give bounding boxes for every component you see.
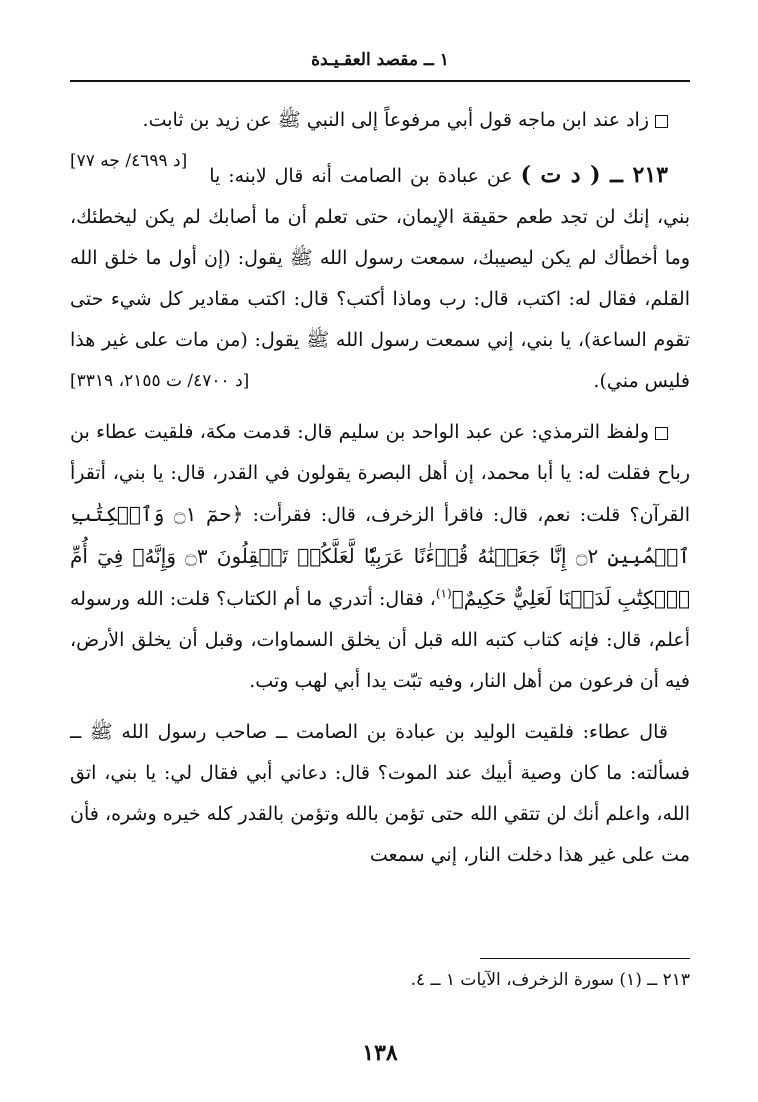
main-text xyxy=(70,100,690,876)
footnote-marker: (١) xyxy=(435,586,452,601)
square-bullet-icon xyxy=(655,427,668,440)
header-rule xyxy=(70,80,690,82)
reference: [د ٤٧٠٠/ ت ٢١٥٥، ٣٣١٩] xyxy=(70,371,250,391)
paragraph-tirmidhi xyxy=(70,412,690,702)
paragraph-ibn-majah xyxy=(70,100,690,171)
paragraph-text: عن عبادة بن الصامت أنه قال لابنه: يا بني، إنك لن تجد طعم حقيقة الإيمان، حتى تعلم أن ما أصابك لم يكن ليخطئك، وما أخطأك لم يكن ليصيبك، سمعت رسول الله ﷺ يقول: (إن أول ما خلق الله القلم، فقال له: اكتب، قال: رب وماذا أكتب؟ قال: اكتب مقادير كل شيء حتى تقوم الساعة)، يا بني، إني سمعت رسول الله ﷺ يقول: (من مات على غير هذا فليس مني). xyxy=(70,165,690,392)
footnote: ٢١٣ ــ (١) سورة الزخرف، الآيات ١ ــ ٤. xyxy=(410,970,690,990)
page-number: ١٣٨ xyxy=(362,1040,398,1066)
paragraph-ata xyxy=(70,712,690,876)
square-bullet-icon xyxy=(655,115,668,128)
paragraph-text-before-verse: ولفظ الترمذي: عن عبد الواحد بن سليم قال: قدمت مكة، فلقيت عطاء بن رباح فقلت له: يا أبا محمد، إن أهل البصرة يقولون في القدر، قال: يا بني، أتقرأ القرآن؟ قلت: نعم، قال: فاقرأ الزخرف، قال: فقرأت: xyxy=(70,421,690,526)
book-page xyxy=(70,0,690,1102)
quran-verse: ﴿حمٓ ۝١ وَٱلۡكِتَٰبِ ٱلۡمُبِينِ ۝٢ إِنَّا جَعَلۡنَٰهُ قُرۡءَٰنًا عَرَبِيّٗا لَّعَلَّكُمۡ تَعۡقِلُونَ ۝٣ وَإِنَّهُۥ فِيٓ أُمِّ ٱلۡكِتَٰبِ لَدَيۡنَا لَعَلِيٌّ حَكِيمٌ﴾ xyxy=(70,502,691,610)
hadith-213 xyxy=(70,155,690,402)
paragraph-text: قال عطاء: فلقيت الوليد بن عبادة بن الصامت ــ صاحب رسول الله ﷺ ــ فسألته: ما كان وصية أبيك عند الموت؟ قال: دعاني أبي فقال لي: يا بني، اتق الله، واعلم أنك لن تتقي الله حتى تؤمن بالله وتؤمن بالقدر كله خيره وشره، فأن مت على غير هذا دخلت النار، إني سمعت xyxy=(70,721,690,866)
paragraph-text: زاد عند ابن ماجه قول أبي مرفوعاً إلى النبي ﷺ عن زيد بن ثابت. xyxy=(142,109,649,131)
reference: [د ٤٦٩٩/ جه ٧٧] xyxy=(70,151,188,171)
footnote-rule xyxy=(480,958,690,959)
hadith-number: ٢١٣ ــ ( د ت ) xyxy=(520,162,668,188)
running-title: ١ ــ مقصد العقـيـدة xyxy=(311,50,449,70)
paragraph-text-after-verse: ، فقال: أتدري ما أم الكتاب؟ قلت: الله ورسوله أعلم، قال: فإنه كتاب كتبه الله قبل أن يخلق السماوات، وقبل أن يخلق الأرض، فيه أن فرعون من أهل النار، وفيه تبّت يدا أبي لهب وتب. xyxy=(70,588,690,692)
